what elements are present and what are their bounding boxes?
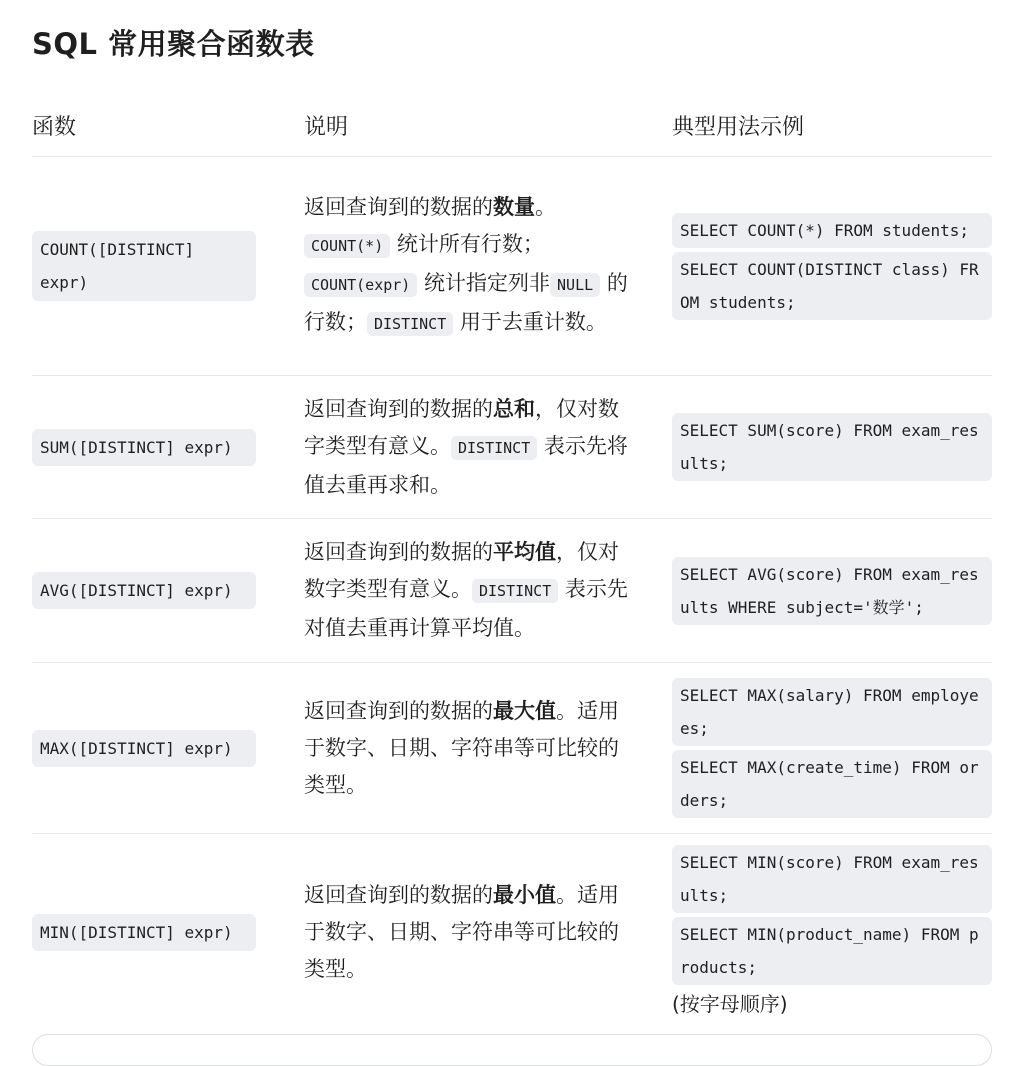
example-code: SELECT MAX(create_time) FROM orders; (672, 750, 992, 818)
function-signature: AVG([DISTINCT] expr) (32, 572, 256, 609)
column-header-description: 说明 (304, 115, 349, 140)
description-segment: ，仅对数字类型有意义。 (304, 396, 619, 458)
inline-code: COUNT(expr) (304, 273, 417, 297)
description-segment: 的行数； (304, 271, 628, 334)
description-segment: ，仅对数字类型有意义。 (304, 540, 619, 601)
description-segment: 统计指定列非 (417, 271, 551, 295)
inline-code: COUNT(*) (304, 234, 390, 258)
function-cell (32, 157, 256, 375)
table-row (32, 157, 992, 375)
description-segment: 。适用于数字、日期、字符串等可比较的类型。 (304, 698, 619, 797)
example-cell (672, 834, 992, 1030)
bold-term: 平均值 (493, 540, 556, 564)
table-row (32, 519, 992, 662)
description-segment: 返回查询到的数据的 (304, 396, 493, 421)
function-cell (32, 834, 256, 1030)
bold-term: 最大值 (493, 698, 556, 723)
description-text (304, 877, 632, 988)
description-segment: 。适用于数字、日期、字符串等可比较的类型。 (304, 882, 619, 981)
bold-term: 数量 (493, 195, 535, 219)
table-row (32, 376, 992, 518)
example-cell (672, 376, 992, 518)
example-code: SELECT SUM(score) FROM exam_results; (672, 413, 992, 481)
function-cell (32, 519, 256, 662)
description-cell (304, 834, 632, 1030)
function-signature: MIN([DISTINCT] expr) (32, 914, 256, 951)
example-cell (672, 157, 992, 375)
bold-term: 最小值 (493, 882, 556, 907)
description-segment: 。 (535, 195, 556, 219)
description-cell (304, 376, 632, 518)
inline-code: DISTINCT (472, 579, 558, 603)
bold-term: 总和 (493, 396, 535, 421)
description-segment: 表示先将值去重再求和。 (304, 433, 628, 497)
description-text (304, 534, 632, 647)
table-row (32, 834, 992, 1030)
page-title: SQL 常用聚合函数表 (32, 27, 315, 61)
function-signature: MAX([DISTINCT] expr) (32, 730, 256, 767)
function-cell (32, 663, 256, 833)
column-header-function: 函数 (32, 115, 77, 140)
description-segment: 返回查询到的数据的 (304, 882, 493, 907)
example-code: SELECT MAX(salary) FROM employees; (672, 678, 992, 746)
next-card-edge (32, 1034, 992, 1066)
example-code: SELECT MIN(product_name) FROM products; (672, 917, 992, 985)
description-segment: 用于去重计数。 (453, 310, 607, 334)
example-code: SELECT AVG(score) FROM exam_results WHERE subject='数学'; (672, 557, 992, 625)
example-code: SELECT COUNT(*) FROM students; (672, 213, 992, 248)
example-cell (672, 663, 992, 833)
function-signature: SUM([DISTINCT] expr) (32, 429, 256, 466)
description-segment: 返回查询到的数据的 (304, 195, 493, 219)
description-text (304, 391, 632, 504)
function-signature: COUNT([DISTINCT] expr) (32, 231, 256, 301)
inline-code: DISTINCT (367, 312, 453, 336)
example-cell (672, 519, 992, 662)
example-code: SELECT COUNT(DISTINCT class) FROM students; (672, 252, 992, 320)
table-row (32, 663, 992, 833)
description-segment: 返回查询到的数据的 (304, 540, 493, 564)
example-note: (按字母顺序) (672, 992, 788, 1016)
description-text (304, 189, 632, 343)
function-cell (32, 376, 256, 518)
description-cell (304, 663, 632, 833)
column-header-example: 典型用法示例 (672, 115, 805, 140)
description-segment: 统计所有行数； (390, 232, 544, 256)
description-text (304, 693, 632, 804)
example-code: SELECT MIN(score) FROM exam_results; (672, 845, 992, 913)
description-cell (304, 519, 632, 662)
inline-code: DISTINCT (451, 436, 537, 460)
description-cell (304, 157, 632, 375)
description-segment: 返回查询到的数据的 (304, 698, 493, 723)
description-segment: 表示先对值去重再计算平均值。 (304, 577, 628, 640)
inline-code: NULL (550, 273, 600, 297)
